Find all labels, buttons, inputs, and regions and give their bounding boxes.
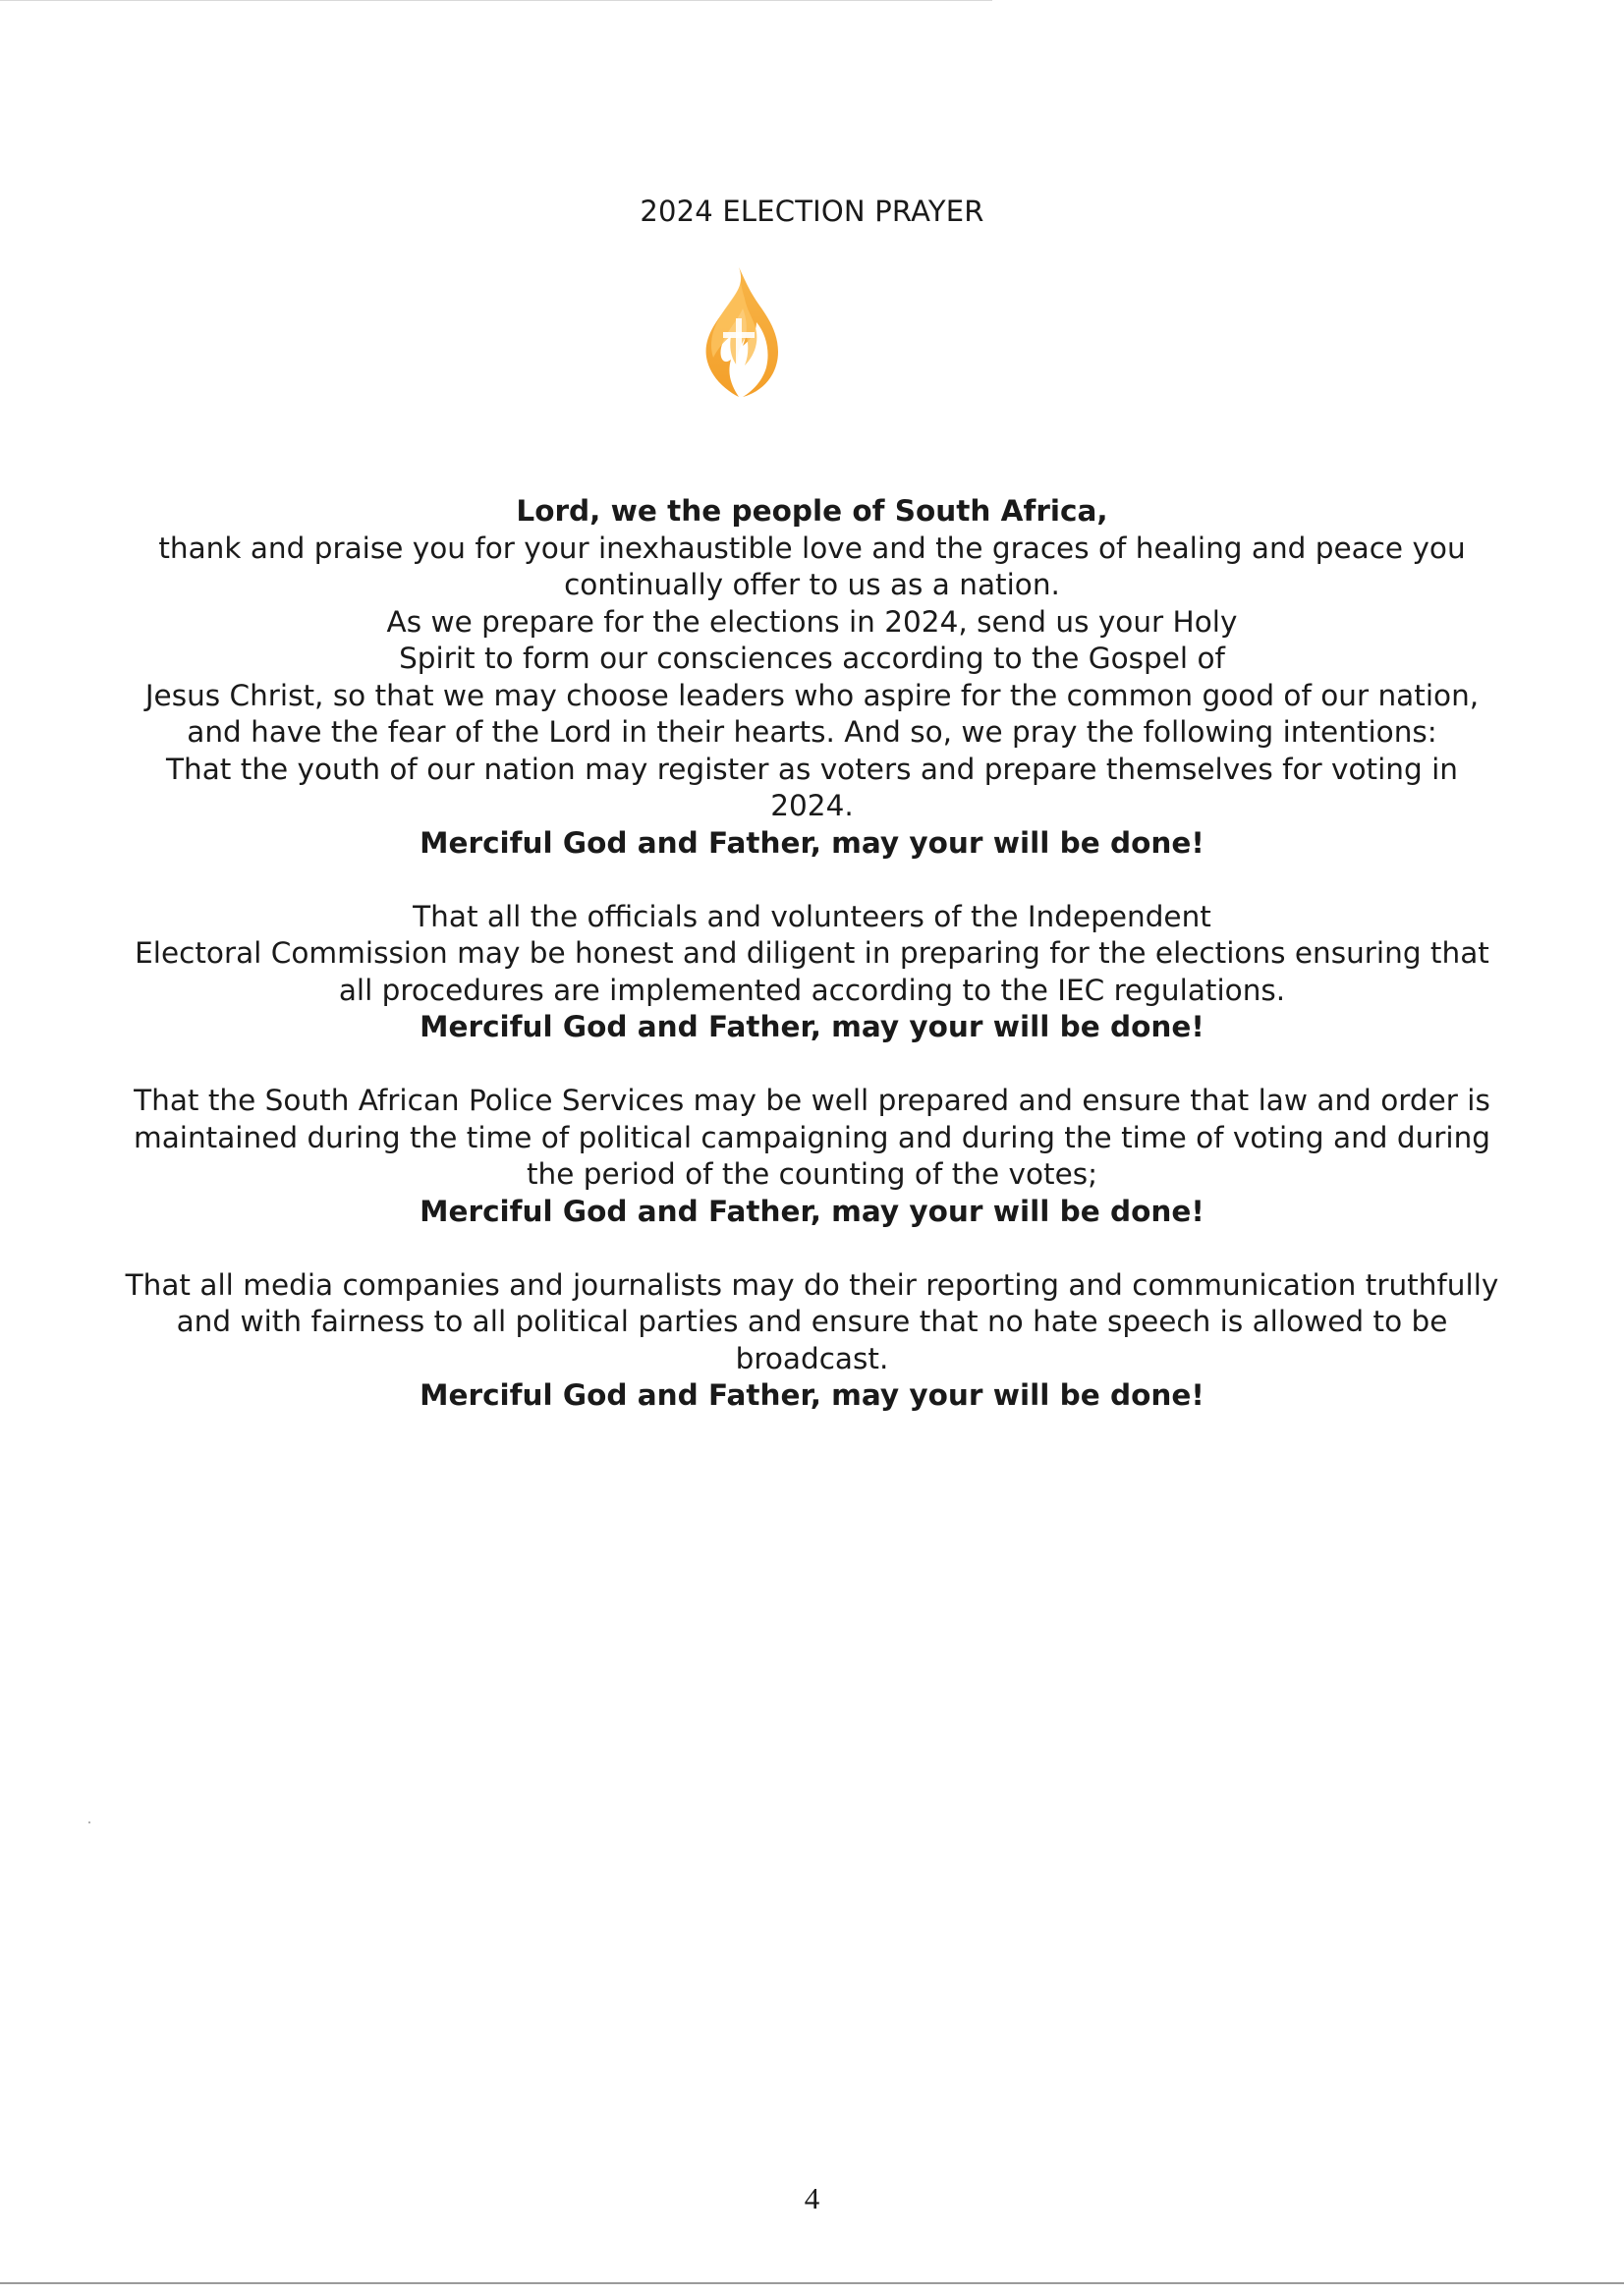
paragraph-gap [0,862,1624,899]
intention-response: Merciful God and Father, may your will be done! [420,825,1204,860]
paragraph-gap [0,1230,1624,1267]
intention-line: That all media companies and journalists may do their reporting and communication truthfully [125,1267,1499,1302]
intention-line: That all the officials and volunteers of the Independent [413,899,1211,933]
intention-response: Merciful God and Father, may your will be done! [420,1194,1204,1228]
prayer-line: Spirit to form our consciences according to the Gospel of [399,642,1225,675]
intention-line: all procedures are implemented according to the IEC regulations. [338,973,1286,1007]
intention-line: maintained during the time of political campaigning and during the time of voting and during [133,1120,1491,1154]
prayer-line: thank and praise you for your inexhaustible love and the graces of healing and peace you [158,531,1466,565]
prayer-line: continually offer to us as a nation. [564,568,1060,601]
prayer-line: Jesus Christ, so that we may choose leaders who aspire for the common good of our nation, [144,678,1480,712]
intention-line: and with fairness to all political parties and ensure that no hate speech is allowed to be [176,1305,1448,1338]
intention-line: 2024. [770,789,854,822]
intention-response: Merciful God and Father, may your will be done! [420,1010,1204,1043]
page-number: 4 [804,2181,820,2215]
intention-line: broadcast. [735,1341,889,1375]
prayer-line: As we prepare for the elections in 2024, send us your Holy [386,604,1238,639]
paragraph-gap [0,1046,1624,1084]
document-title: 2024 ELECTION PRAYER [640,195,984,228]
prayer-body [0,493,1624,1415]
scan-bottom-edge [0,2282,1624,2284]
prayer-address: Lord, we the people of South Africa, [516,494,1108,528]
flame-cross-icon [688,263,782,401]
scan-top-edge [0,0,992,1]
prayer-line: and have the fear of the Lord in their hearts. And so, we pray the following intentions: [187,715,1437,749]
intention-line: That the South African Police Services may be well prepared and ensure that law and order is [134,1084,1490,1117]
intention-response: Merciful God and Father, may your will be done! [420,1378,1204,1412]
intention-line: the period of the counting of the votes; [526,1157,1098,1191]
intention-line: That the youth of our nation may register as voters and prepare themselves for voting in [166,752,1458,786]
intention-line: Electoral Commission may be honest and diligent in preparing for the elections ensuring that [135,936,1489,970]
scan-speck [88,1821,90,1823]
